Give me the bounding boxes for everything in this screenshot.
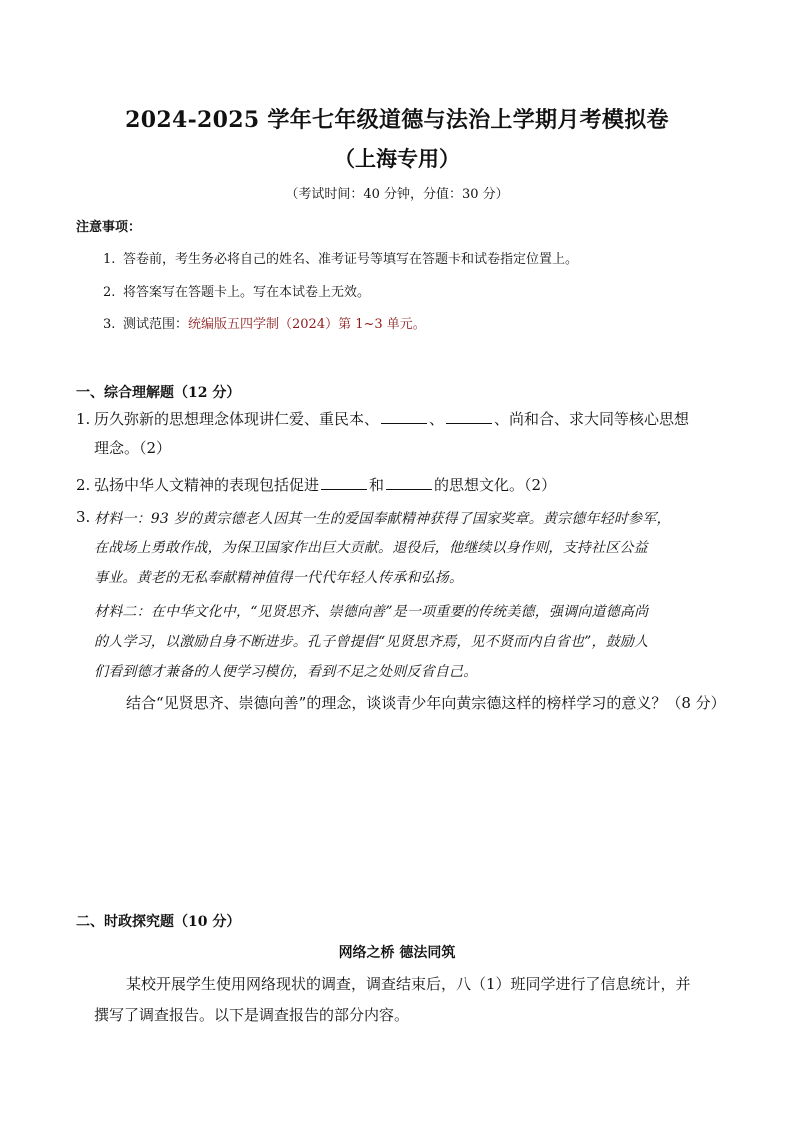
question-number: 1. [76, 410, 91, 428]
section2-paragraph-line1: 某校开展学生使用网络现状的调查，调查结束后，八（1）班同学进行了信息统计，并 [126, 975, 691, 993]
section1-heading: 一、综合理解题（12 分） [76, 385, 241, 401]
question-text: 弘扬中华人文精神的表现包括促进 [94, 476, 320, 494]
page-subtitle: （上海专用） [334, 146, 460, 171]
answer-blank [386, 475, 432, 490]
section2-heading: 二、时政探究题（10 分） [76, 914, 241, 930]
question-number: 2. [76, 476, 91, 494]
section2-subtitle: 网络之桥 德法同筑 [338, 945, 456, 961]
material-line: 材料二：在中华文化中，“见贤思齐、崇德向善”是一项重要的传统美德，强调向道德高尚 [94, 604, 649, 620]
question-3-number: 3. [76, 508, 91, 526]
question-2 [76, 474, 556, 495]
question-1 [76, 408, 689, 429]
notice-item-text: 答卷前，考生务必将自己的姓名、准考证号等填写在答题卡和试卷指定位置上。 [123, 252, 579, 267]
answer-blank [381, 409, 427, 424]
notice-item-1 [103, 248, 578, 267]
material-line: 事业。黄老的无私奉献精神值得一代代年轻人传承和弘扬。 [94, 570, 464, 586]
question-3-prompt: 结合“见贤思齐、崇德向善”的理念，谈谈青少年向黄宗德这样的榜样学习的意义？（8 分） [126, 694, 726, 712]
test-scope-highlight: 统编版五四学制（2024）第 1~3 单元。 [188, 317, 426, 332]
notice-item-3 [103, 313, 426, 332]
question-text: 、尚和合、求大同等核心思想 [494, 410, 690, 428]
material-line: 的人学习，以激励自身不断进步。孔子曾提倡“见贤思齐焉，见不贤而内自省也”，鼓励人 [94, 634, 649, 650]
notice-item-number: 1. [103, 252, 116, 267]
answer-blank [446, 409, 492, 424]
question-text: 、 [429, 410, 445, 428]
material-line: 在战场上勇敢作战，为保卫国家作出巨大贡献。退役后，他继续以身作则，支持社区公益 [94, 540, 648, 556]
section2-paragraph-line2: 撰写了调查报告。以下是调查报告的部分内容。 [94, 1006, 410, 1024]
page-title: 2024-2025 学年七年级道德与法治上学期月考模拟卷 [125, 107, 669, 133]
question-text: 历久弥新的思想理念体现讲仁爱、重民本、 [94, 410, 380, 428]
notice-heading: 注意事项： [76, 220, 142, 235]
notice-item-prefix: 测试范围： [123, 317, 189, 332]
material-line: 材料一：93 岁的黄宗德老人因其一生的爱国奉献精神获得了国家奖章。黄宗德年轻时参军， [94, 511, 671, 527]
question-text: 和 [369, 476, 385, 494]
exam-info: （考试时间：40 分钟，分值：30 分） [285, 187, 509, 202]
question-1-line2: 理念。（2） [94, 439, 172, 457]
notice-item-number: 3. [103, 317, 116, 332]
material-line: 们看到德才兼备的人便学习模仿，看到不足之处则反省自己。 [94, 664, 478, 680]
answer-blank [321, 475, 367, 490]
notice-item-number: 2. [103, 285, 116, 300]
notice-item-text: 将答案写在答题卡上。写在本试卷上无效。 [123, 285, 371, 300]
question-text: 的思想文化。（2） [434, 476, 557, 494]
notice-item-2 [103, 281, 370, 300]
